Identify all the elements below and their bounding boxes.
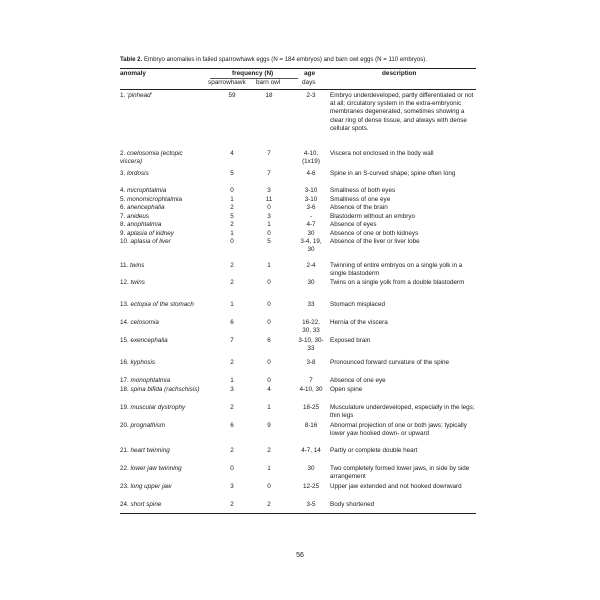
table-caption-text: Embryo anomalies in failed sparrowhawk eggs (N = 184 embryos) and barn owl eggs (N = 110 embryos). — [142, 56, 427, 63]
anomaly-name — [120, 377, 202, 385]
sparrowhawk-count: 2 — [230, 403, 234, 411]
anomaly-number: 1. — [120, 92, 128, 99]
age-days: - — [309, 212, 313, 220]
anomaly-term: 'pinhead' — [127, 92, 152, 99]
barn-owl-count: 2 — [267, 446, 271, 454]
sparrowhawk-count: 3 — [230, 482, 234, 490]
table-caption — [120, 56, 490, 64]
anomaly-number: 15. — [120, 337, 131, 344]
anomaly-name — [120, 337, 202, 345]
table-row — [120, 279, 476, 301]
barn-owl-count: 1 — [267, 403, 271, 411]
age-days: 7 — [309, 377, 313, 384]
age-days: 3-4, 19, 30 — [300, 238, 322, 254]
anomaly-number: 3. — [120, 170, 128, 177]
anomaly-name — [120, 501, 202, 509]
sparrowhawk-count: 2 — [230, 204, 234, 211]
age-days: 4-7, 14 — [301, 446, 321, 454]
anomaly-term: anencephalia — [127, 204, 165, 211]
anomaly-number: 19. — [120, 403, 131, 411]
anomaly-table — [120, 68, 476, 514]
sparrowhawk-count: 2 — [230, 221, 234, 228]
sparrowhawk-count: 1 — [230, 195, 234, 203]
age-days: 2-4 — [306, 262, 316, 269]
anomaly-term: monomicrophtalmia — [127, 195, 182, 203]
sparrowhawk-count: 6 — [230, 319, 234, 326]
table-row — [120, 319, 476, 337]
anomaly-name — [120, 483, 202, 491]
table-row — [120, 483, 476, 501]
table-row — [120, 92, 476, 150]
anomaly-description: Open spine — [330, 385, 363, 393]
anomaly-name — [120, 447, 202, 455]
sparrowhawk-count: 2 — [230, 262, 234, 269]
age-days: 3-10 — [304, 187, 318, 194]
age-days: 4-10, (1x19) — [302, 150, 320, 166]
age-days: 30 — [307, 229, 315, 237]
barn-owl-count: 0 — [267, 279, 271, 286]
anomaly-description: Viscera not enclosed in the body wall — [330, 150, 434, 157]
anomaly-name — [120, 204, 202, 212]
table-row — [120, 230, 476, 239]
sparrowhawk-count: 2 — [230, 500, 234, 508]
anomaly-name — [120, 386, 202, 394]
anomaly-description: Blastoderm without an embryo — [330, 212, 416, 220]
table-row — [120, 465, 476, 483]
age-days: 30 — [307, 279, 315, 286]
anomaly-name — [120, 150, 202, 166]
header-description: description — [382, 70, 417, 77]
sparrowhawk-count: 1 — [230, 377, 234, 384]
barn-owl-count: 0 — [267, 482, 271, 490]
table-caption-label: Table 2. — [120, 56, 143, 63]
anomaly-term: spina bifida (rachschisis) — [130, 385, 200, 393]
anomaly-term: celosomia — [130, 319, 159, 326]
table-row — [120, 301, 476, 319]
table-header — [120, 69, 476, 90]
age-days: 8-16 — [304, 421, 318, 429]
anomaly-number: 18. — [120, 385, 131, 393]
header-sparrowhawk: sparrowhawk — [208, 79, 246, 86]
anomaly-name — [120, 196, 202, 204]
table-row — [120, 187, 476, 196]
table-row — [120, 221, 476, 230]
sparrowhawk-count: 4 — [230, 150, 234, 157]
anomaly-term: heart twinning — [130, 446, 170, 454]
anomaly-term: aplasia of liver — [130, 238, 171, 245]
barn-owl-count: 0 — [267, 301, 271, 308]
barn-owl-count: 0 — [267, 319, 271, 326]
anomaly-description: Absence of eyes — [330, 221, 377, 228]
anomaly-name — [120, 170, 202, 178]
anomaly-term: monophtalmia — [130, 377, 171, 384]
age-days: 30 — [307, 464, 315, 472]
anomaly-number: 24. — [120, 500, 131, 508]
sparrowhawk-count: 1 — [230, 229, 234, 237]
barn-owl-count: 3 — [267, 212, 271, 220]
anomaly-description: Pronounced forward curvature of the spine — [330, 359, 450, 366]
sparrowhawk-count: 0 — [230, 238, 234, 245]
anomaly-term: short spine — [130, 500, 162, 508]
table-row — [120, 150, 476, 170]
barn-owl-count: 4 — [267, 385, 271, 393]
anomaly-description: Absence of the liver or liver lobe — [330, 238, 420, 245]
table-row — [120, 447, 476, 465]
barn-owl-count: 5 — [267, 238, 271, 245]
anomaly-description: Exposed brain — [330, 337, 371, 344]
sparrowhawk-count: 59 — [228, 92, 236, 99]
age-days: 33 — [307, 301, 315, 308]
anomaly-name — [120, 319, 202, 327]
anomaly-number: 12. — [120, 279, 131, 286]
barn-owl-count: 1 — [267, 262, 271, 269]
anomaly-name — [120, 465, 202, 473]
anomaly-description: Twinning of entire embryos on a single yolk in a single blastoderm — [330, 262, 463, 278]
age-days: 3-5 — [306, 500, 316, 508]
sparrowhawk-count: 6 — [230, 421, 234, 429]
table-row — [120, 262, 476, 279]
anomaly-number: 6. — [120, 204, 128, 211]
anomaly-number: 9. — [120, 229, 128, 237]
barn-owl-count: 7 — [267, 170, 271, 177]
anomaly-number: 23. — [120, 482, 131, 490]
anomaly-term: lordosis — [127, 170, 149, 177]
age-days: 3-8 — [306, 359, 316, 366]
anomaly-number: 4. — [120, 187, 128, 194]
sparrowhawk-count: 2 — [230, 359, 234, 366]
anomaly-number: 5. — [120, 195, 128, 203]
barn-owl-count: 6 — [267, 337, 271, 344]
sparrowhawk-count: 3 — [230, 385, 234, 393]
anomaly-name — [120, 221, 202, 229]
table-row — [120, 359, 476, 377]
barn-owl-count: 0 — [267, 359, 271, 366]
table-row — [120, 404, 476, 422]
anomaly-description: Hernia of the viscera — [330, 319, 388, 326]
anomaly-name — [120, 238, 202, 246]
anomaly-number: 7. — [120, 212, 128, 220]
anomaly-number: 22. — [120, 464, 131, 472]
anomaly-number: 14. — [120, 319, 131, 326]
anomaly-description: Twins on a single yolk from a double blastoderm — [330, 279, 465, 286]
anomaly-description: Body shortened — [330, 500, 375, 508]
anomaly-number: 13. — [120, 301, 131, 308]
anomaly-term: microphtalmia — [127, 187, 167, 194]
anomaly-term: exencephalia — [130, 337, 168, 344]
table-body — [120, 92, 476, 513]
anomaly-name — [120, 230, 202, 238]
anomaly-description: Stomach misplaced — [330, 301, 385, 308]
barn-owl-count: 2 — [267, 500, 271, 508]
header-anomaly: anomaly — [120, 70, 146, 77]
anomaly-name — [120, 404, 202, 412]
header-age: age — [304, 70, 316, 77]
barn-owl-count: 3 — [267, 187, 271, 194]
anomaly-name — [120, 187, 202, 195]
sparrowhawk-count: 5 — [230, 170, 234, 177]
anomaly-term: lower jaw twinning — [130, 464, 182, 472]
table-row — [120, 213, 476, 222]
table-row — [120, 377, 476, 386]
anomaly-number: 10. — [120, 238, 131, 245]
anomaly-name — [120, 213, 202, 221]
page-number: 56 — [296, 552, 304, 559]
table-row — [120, 196, 476, 205]
sparrowhawk-count: 2 — [230, 446, 234, 454]
anomaly-description: Upper jaw extended and not hooked downward — [330, 482, 462, 490]
sparrowhawk-count: 0 — [230, 187, 234, 194]
anomaly-name — [120, 301, 202, 309]
anomaly-number: 20. — [120, 421, 131, 429]
anomaly-description: Smallness of both eyes — [330, 187, 396, 194]
anomaly-description: Embryo underdeveloped, partly differentiated or not at all; circulatory system in the extra-embryonic membranes degenerated, sometimes showing a clear ring of dense tissue, and always with dense cellular spots. — [330, 92, 474, 132]
anomaly-number: 16. — [120, 359, 131, 366]
anomaly-number: 21. — [120, 446, 131, 454]
age-days: 3-10 — [304, 195, 318, 203]
sparrowhawk-count: 5 — [230, 212, 234, 220]
table-row — [120, 422, 476, 447]
barn-owl-count: 7 — [267, 150, 271, 157]
anomaly-description: Absence of the brain — [330, 204, 388, 211]
anomaly-number: 8. — [120, 221, 128, 228]
table-row — [120, 204, 476, 213]
age-days: 12-25 — [302, 482, 320, 490]
age-days: 3-6 — [306, 204, 316, 211]
anomaly-term: kyphosis — [130, 359, 156, 366]
anomaly-name — [120, 359, 202, 367]
anomaly-term: twins — [130, 279, 145, 286]
anomaly-term: prognathism — [130, 421, 166, 429]
anomaly-term: ectopia of the stomach — [130, 301, 194, 308]
age-days: 18-25 — [302, 403, 320, 411]
anomaly-name — [120, 422, 202, 430]
age-days: 4-6 — [306, 170, 316, 177]
anomaly-name — [120, 262, 202, 270]
anomaly-name — [120, 279, 202, 287]
age-days: 4-7 — [306, 221, 316, 228]
table-row — [120, 501, 476, 513]
age-days: 2-3 — [306, 92, 316, 99]
anomaly-term: anophtalmia — [127, 221, 162, 228]
age-days: 4-10, 30 — [299, 385, 323, 393]
barn-owl-count: 0 — [267, 229, 271, 237]
anomaly-description: Absence of one eye — [330, 377, 386, 384]
anomaly-number: 17. — [120, 377, 131, 384]
sparrowhawk-count: 7 — [230, 337, 234, 344]
anomaly-number: 2. — [120, 150, 128, 157]
header-barn-owl: barn owl — [256, 79, 281, 86]
anomaly-number: 11. — [120, 262, 131, 269]
barn-owl-count: 18 — [265, 92, 273, 99]
anomaly-description: Two completely formed lower jaws, in side by side arrangement — [330, 464, 470, 480]
anomaly-description: Partly or complete double heart — [330, 446, 418, 454]
anomaly-term: muscular dystrophy — [130, 403, 186, 411]
anomaly-description: Abnormal projection of one or both jaws; typically lower yaw hooked down- or upward — [330, 421, 467, 437]
table-row — [120, 337, 476, 359]
barn-owl-count: 1 — [267, 221, 271, 228]
anomaly-name — [120, 92, 202, 100]
sparrowhawk-count: 1 — [230, 301, 234, 308]
age-days: 16-22, 30, 33 — [302, 319, 320, 335]
anomaly-description: Absence of one or both kidneys — [330, 229, 419, 237]
anomaly-term: twins — [130, 262, 145, 269]
anomaly-term: anideus — [127, 212, 150, 220]
header-days: days — [302, 79, 316, 86]
table-row — [120, 386, 476, 404]
age-days: 3-10, 30-33 — [298, 337, 324, 353]
anomaly-term: aplasia of kidney — [127, 229, 174, 237]
table-row — [120, 238, 476, 262]
header-frequency: frequency (N) — [232, 70, 274, 77]
barn-owl-count: 11 — [265, 195, 273, 203]
sparrowhawk-count: 0 — [230, 464, 234, 472]
anomaly-term: coelosomia (ectopic viscera) — [120, 150, 183, 166]
barn-owl-count: 1 — [267, 464, 271, 472]
anomaly-description: Musculature underdeveloped, especially in the legs; thin legs — [330, 403, 475, 419]
table-row — [120, 170, 476, 187]
sparrowhawk-count: 2 — [230, 279, 234, 286]
barn-owl-count: 0 — [267, 204, 271, 211]
barn-owl-count: 0 — [267, 377, 271, 384]
anomaly-description: Spine in an S-curved shape; spine often long — [330, 170, 456, 177]
anomaly-description: Smallness of one eye — [330, 195, 391, 203]
anomaly-term: long upper jaw — [130, 482, 172, 490]
barn-owl-count: 9 — [267, 421, 271, 429]
